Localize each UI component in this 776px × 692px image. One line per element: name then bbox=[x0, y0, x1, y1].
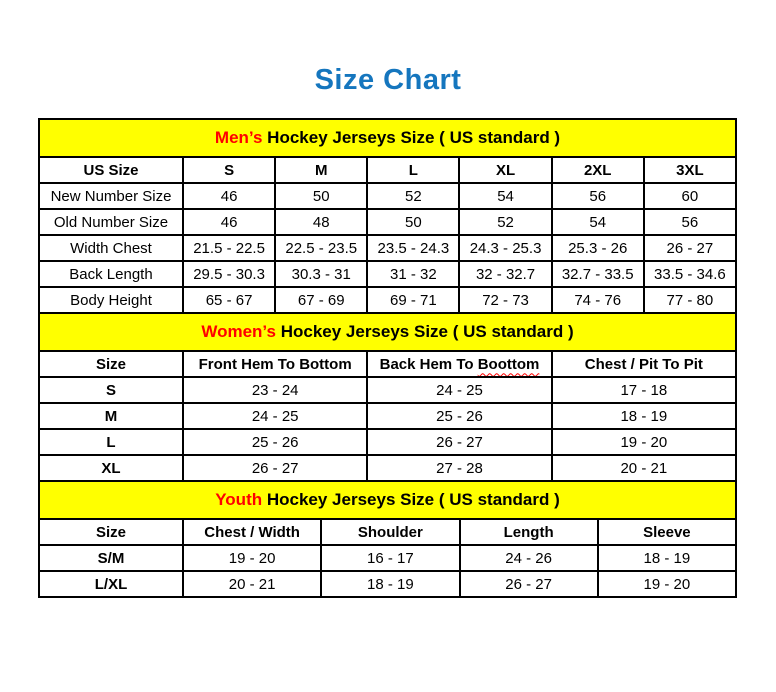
youth-section-title bbox=[39, 481, 736, 519]
col-header-3xl: 3XL bbox=[644, 157, 736, 183]
cell-value: 23 - 24 bbox=[183, 377, 367, 403]
youth-header-row bbox=[39, 519, 736, 545]
cell-value: 20 - 21 bbox=[183, 571, 321, 597]
table-row bbox=[39, 183, 736, 209]
col-header-2xl: 2XL bbox=[552, 157, 644, 183]
mens-title-rest: Hockey Jerseys Size ( US standard ) bbox=[262, 128, 561, 147]
page-title: Size Chart bbox=[314, 64, 462, 96]
youth-section-band bbox=[39, 481, 736, 519]
table-row bbox=[39, 429, 736, 455]
back-hem-misspelled-word: Boottom bbox=[477, 355, 540, 373]
row-label: Back Length bbox=[39, 261, 183, 287]
cell-value: 19 - 20 bbox=[598, 571, 736, 597]
col-header-m: M bbox=[275, 157, 367, 183]
col-header-front-hem: Front Hem To Bottom bbox=[183, 351, 367, 377]
cell-value: 16 - 17 bbox=[321, 545, 459, 571]
cell-value: 77 - 80 bbox=[644, 287, 736, 313]
cell-value: 65 - 67 bbox=[183, 287, 275, 313]
mens-section-band bbox=[39, 119, 736, 157]
cell-value: 18 - 19 bbox=[321, 571, 459, 597]
table-row bbox=[39, 377, 736, 403]
back-hem-prefix: Back Hem To bbox=[379, 355, 478, 373]
womens-section-title bbox=[39, 313, 736, 351]
cell-value: 27 - 28 bbox=[367, 455, 551, 481]
cell-value: 24 - 25 bbox=[183, 403, 367, 429]
table-row bbox=[39, 287, 736, 313]
cell-value: 19 - 20 bbox=[552, 429, 736, 455]
row-label: New Number Size bbox=[39, 183, 183, 209]
mens-size-table bbox=[38, 118, 737, 314]
cell-value: 56 bbox=[552, 183, 644, 209]
youth-title-highlight: Youth bbox=[215, 490, 263, 509]
cell-value: 19 - 20 bbox=[183, 545, 321, 571]
cell-value: 26 - 27 bbox=[460, 571, 598, 597]
col-header-size: Size bbox=[39, 519, 183, 545]
cell-value: 26 - 27 bbox=[644, 235, 736, 261]
cell-value: 22.5 - 23.5 bbox=[275, 235, 367, 261]
cell-value: 33.5 - 34.6 bbox=[644, 261, 736, 287]
cell-value: 29.5 - 30.3 bbox=[183, 261, 275, 287]
col-header-chest-width: Chest / Width bbox=[183, 519, 321, 545]
cell-value: 30.3 - 31 bbox=[275, 261, 367, 287]
cell-value: 46 bbox=[183, 183, 275, 209]
youth-size-table bbox=[38, 480, 737, 598]
cell-value: 74 - 76 bbox=[552, 287, 644, 313]
col-header-back-hem bbox=[367, 351, 551, 377]
cell-value: 26 - 27 bbox=[183, 455, 367, 481]
cell-value: 24.3 - 25.3 bbox=[459, 235, 551, 261]
col-header-s: S bbox=[183, 157, 275, 183]
cell-value: 24 - 26 bbox=[460, 545, 598, 571]
row-label: Width Chest bbox=[39, 235, 183, 261]
table-row bbox=[39, 571, 736, 597]
row-label: Body Height bbox=[39, 287, 183, 313]
cell-value: 54 bbox=[552, 209, 644, 235]
col-header-length: Length bbox=[460, 519, 598, 545]
cell-value: 72 - 73 bbox=[459, 287, 551, 313]
col-header-size: Size bbox=[39, 351, 183, 377]
cell-value: 32.7 - 33.5 bbox=[552, 261, 644, 287]
col-header-xl: XL bbox=[459, 157, 551, 183]
table-row bbox=[39, 235, 736, 261]
cell-value: 69 - 71 bbox=[367, 287, 459, 313]
col-header-shoulder: Shoulder bbox=[321, 519, 459, 545]
cell-value: 25 - 26 bbox=[367, 403, 551, 429]
womens-title-rest: Hockey Jerseys Size ( US standard ) bbox=[275, 322, 574, 341]
cell-value: 24 - 25 bbox=[367, 377, 551, 403]
cell-value: 50 bbox=[367, 209, 459, 235]
cell-value: 52 bbox=[367, 183, 459, 209]
table-row bbox=[39, 545, 736, 571]
cell-value: 18 - 19 bbox=[552, 403, 736, 429]
cell-value: 20 - 21 bbox=[552, 455, 736, 481]
col-header-chest-pit: Chest / Pit To Pit bbox=[552, 351, 736, 377]
cell-value: 31 - 32 bbox=[367, 261, 459, 287]
womens-header-row bbox=[39, 351, 736, 377]
cell-value: 67 - 69 bbox=[275, 287, 367, 313]
row-label: XL bbox=[39, 455, 183, 481]
table-row bbox=[39, 455, 736, 481]
womens-size-table bbox=[38, 312, 737, 482]
row-label: L bbox=[39, 429, 183, 455]
mens-header-row bbox=[39, 157, 736, 183]
row-label: S/M bbox=[39, 545, 183, 571]
cell-value: 60 bbox=[644, 183, 736, 209]
cell-value: 54 bbox=[459, 183, 551, 209]
cell-value: 52 bbox=[459, 209, 551, 235]
cell-value: 50 bbox=[275, 183, 367, 209]
cell-value: 18 - 19 bbox=[598, 545, 736, 571]
cell-value: 23.5 - 24.3 bbox=[367, 235, 459, 261]
size-chart-tables bbox=[38, 118, 737, 598]
cell-value: 25.3 - 26 bbox=[552, 235, 644, 261]
table-row bbox=[39, 261, 736, 287]
cell-value: 48 bbox=[275, 209, 367, 235]
mens-title-highlight: Men’s bbox=[214, 128, 263, 147]
table-row bbox=[39, 209, 736, 235]
mens-section-title bbox=[39, 119, 736, 157]
col-header-l: L bbox=[367, 157, 459, 183]
cell-value: 56 bbox=[644, 209, 736, 235]
row-label: L/XL bbox=[39, 571, 183, 597]
cell-value: 26 - 27 bbox=[367, 429, 551, 455]
cell-value: 21.5 - 22.5 bbox=[183, 235, 275, 261]
womens-title-highlight: Women’s bbox=[201, 322, 276, 341]
col-header-sleeve: Sleeve bbox=[598, 519, 736, 545]
row-label: Old Number Size bbox=[39, 209, 183, 235]
row-label: M bbox=[39, 403, 183, 429]
cell-value: 17 - 18 bbox=[552, 377, 736, 403]
cell-value: 25 - 26 bbox=[183, 429, 367, 455]
youth-title-rest: Hockey Jerseys Size ( US standard ) bbox=[262, 490, 560, 509]
womens-section-band bbox=[39, 313, 736, 351]
table-row bbox=[39, 403, 736, 429]
cell-value: 46 bbox=[183, 209, 275, 235]
col-header-us-size: US Size bbox=[39, 157, 183, 183]
cell-value: 32 - 32.7 bbox=[459, 261, 551, 287]
row-label: S bbox=[39, 377, 183, 403]
